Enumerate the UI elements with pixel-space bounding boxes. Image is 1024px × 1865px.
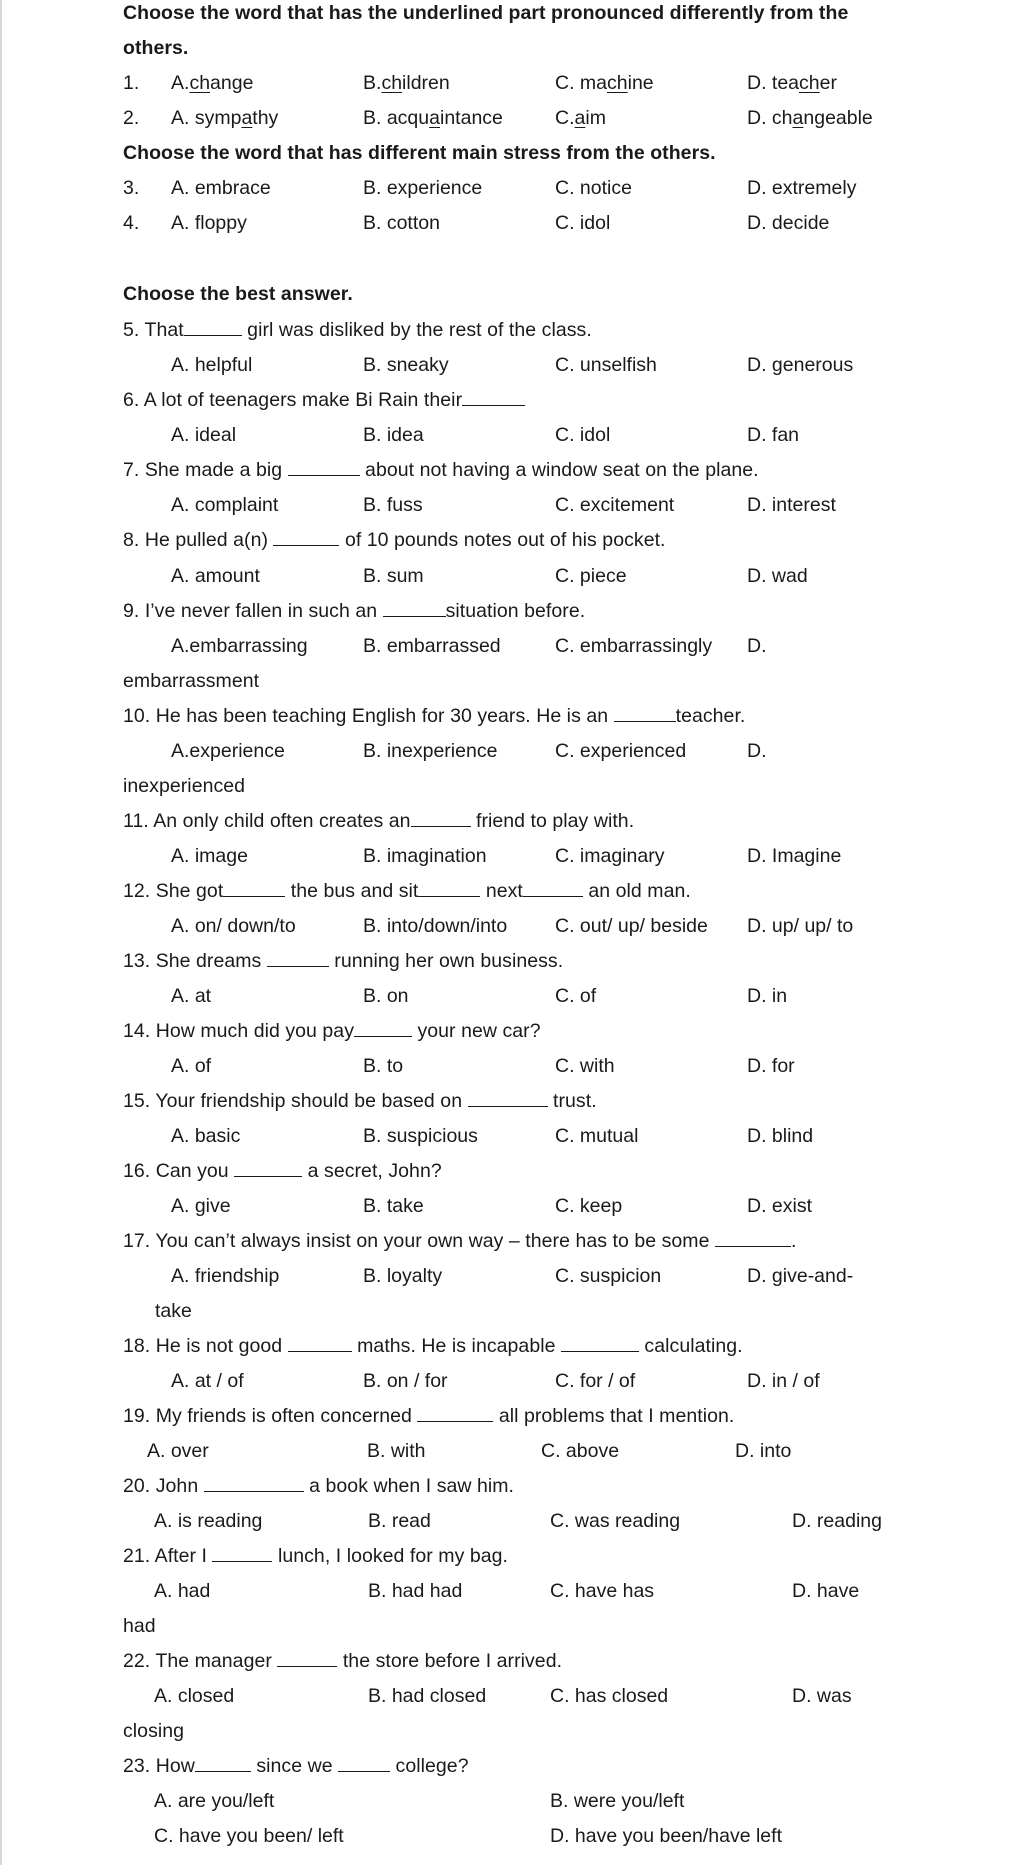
question-5-stem: 5. That girl was disliked by the rest of the class.	[123, 319, 592, 341]
q22-option-c[interactable]: C. has closed	[550, 1685, 669, 1707]
option-b[interactable]: B. experience	[363, 177, 483, 199]
q18-option-c[interactable]: C. for / of	[555, 1370, 636, 1392]
q19-option-b[interactable]: B. with	[367, 1440, 426, 1462]
option-a[interactable]: A. embrace	[171, 177, 271, 199]
question-23-stem: 23. How since we college?	[123, 1755, 469, 1777]
option-c[interactable]: C. notice	[555, 177, 632, 199]
q10-option-a[interactable]: A.experience	[171, 740, 285, 762]
q6-option-b[interactable]: B. idea	[363, 424, 424, 446]
q22-option-d[interactable]: D. was	[792, 1685, 852, 1707]
section-heading-pronunciation-cont: others.	[123, 37, 189, 59]
q21-option-b[interactable]: B. had had	[368, 1580, 463, 1602]
q13-option-b[interactable]: B. on	[363, 985, 409, 1007]
section-heading-pronunciation: Choose the word that has the underlined part pronounced differently from the	[123, 2, 849, 24]
q20-option-c[interactable]: C. was reading	[550, 1510, 681, 1532]
q14-option-a[interactable]: A. of	[171, 1055, 212, 1077]
q19-option-c[interactable]: C. above	[541, 1440, 620, 1462]
question-number: 4.	[123, 212, 140, 234]
question-13-stem: 13. She dreams running her own business.	[123, 950, 564, 972]
page-edge	[0, 0, 2, 1865]
q16-option-d[interactable]: D. exist	[747, 1195, 813, 1217]
q18-option-a[interactable]: A. at / of	[171, 1370, 244, 1392]
question-22-stem: 22. The manager the store before I arrived.	[123, 1650, 563, 1672]
q8-option-c[interactable]: C. piece	[555, 565, 627, 587]
q7-option-c[interactable]: C. excitement	[555, 494, 675, 516]
question-15-stem: 15. Your friendship should be based on trust.	[123, 1090, 597, 1112]
q9-option-d[interactable]: D.	[747, 635, 767, 657]
question-20-stem: 20. John a book when I saw him.	[123, 1475, 515, 1497]
q7-option-d[interactable]: D. interest	[747, 494, 836, 516]
option-a[interactable]: A.change	[171, 72, 254, 94]
q10-option-d[interactable]: D.	[747, 740, 767, 762]
question-12-stem: 12. She got the bus and sit next an old man.	[123, 880, 691, 902]
question-21-stem: 21. After I lunch, I looked for my bag.	[123, 1545, 509, 1567]
q5-option-d[interactable]: D. generous	[747, 354, 854, 376]
question-6-stem: 6. A lot of teenagers make Bi Rain their	[123, 388, 525, 412]
q12-option-b[interactable]: B. into/down/into	[363, 915, 508, 937]
q12-option-a[interactable]: A. on/ down/to	[171, 915, 296, 937]
q23-option-d[interactable]: D. have you been/have left	[550, 1825, 782, 1847]
question-number: 1.	[123, 72, 140, 94]
q5-option-a[interactable]: A. helpful	[171, 354, 253, 376]
option-d[interactable]: D. decide	[747, 212, 830, 234]
q20-option-d[interactable]: D. reading	[792, 1510, 882, 1532]
q11-option-c[interactable]: C. imaginary	[555, 845, 665, 867]
q21-option-a[interactable]: A. had	[154, 1580, 211, 1602]
question-7-stem: 7. She made a big about not having a window seat on the plane.	[123, 459, 759, 481]
q17-option-c[interactable]: C. suspicion	[555, 1265, 662, 1287]
question-17-stem: 17. You can’t always insist on your own way – there has to be some .	[123, 1230, 797, 1252]
question-19-stem: 19. My friends is often concerned all problems that I mention.	[123, 1405, 735, 1427]
q5-option-b[interactable]: B. sneaky	[363, 354, 449, 376]
q15-option-d[interactable]: D. blind	[747, 1125, 814, 1147]
q13-option-c[interactable]: C. of	[555, 985, 597, 1007]
q9-option-c[interactable]: C. embarrassingly	[555, 635, 713, 657]
q17-option-a[interactable]: A. friendship	[171, 1265, 280, 1287]
q8-option-b[interactable]: B. sum	[363, 565, 424, 587]
q23-option-b[interactable]: B. were you/left	[550, 1790, 685, 1812]
q14-option-d[interactable]: D. for	[747, 1055, 795, 1077]
option-d[interactable]: D. extremely	[747, 177, 857, 199]
question-number: 3.	[123, 177, 140, 199]
q7-option-b[interactable]: B. fuss	[363, 494, 423, 516]
q23-option-c[interactable]: C. have you been/ left	[154, 1825, 344, 1847]
option-b[interactable]: B.children	[363, 72, 450, 94]
q10-option-d-continued[interactable]: inexperienced	[123, 775, 246, 797]
q21-option-c[interactable]: C. have has	[550, 1580, 655, 1602]
question-18-stem: 18. He is not good maths. He is incapable calculating.	[123, 1335, 743, 1357]
q17-option-b[interactable]: B. loyalty	[363, 1265, 443, 1287]
q11-option-b[interactable]: B. imagination	[363, 845, 487, 867]
section-heading-stress: Choose the word that has different main stress from the others.	[123, 142, 716, 164]
question-8-stem: 8. He pulled a(n) of 10 pounds notes out of his pocket.	[123, 529, 666, 551]
q16-option-b[interactable]: B. take	[363, 1195, 424, 1217]
q10-option-b[interactable]: B. inexperience	[363, 740, 498, 762]
option-d[interactable]: D. teacher	[747, 72, 837, 94]
q15-option-c[interactable]: C. mutual	[555, 1125, 639, 1147]
q14-option-b[interactable]: B. to	[363, 1055, 404, 1077]
q20-option-a[interactable]: A. is reading	[154, 1510, 263, 1532]
q22-option-d-continued[interactable]: closing	[123, 1720, 185, 1742]
option-c[interactable]: C. machine	[555, 72, 654, 94]
q15-option-a[interactable]: A. basic	[171, 1125, 241, 1147]
q9-option-a[interactable]: A.embarrassing	[171, 635, 308, 657]
q20-option-b[interactable]: B. read	[368, 1510, 431, 1532]
q12-option-c[interactable]: C. out/ up/ beside	[555, 915, 708, 937]
option-b[interactable]: B. acquaintance	[363, 107, 503, 129]
q11-option-d[interactable]: D. Imagine	[747, 845, 842, 867]
q18-option-b[interactable]: B. on / for	[363, 1370, 448, 1392]
q19-option-d[interactable]: D. into	[735, 1440, 792, 1462]
option-c[interactable]: C. idol	[555, 212, 611, 234]
q6-option-d[interactable]: D. fan	[747, 424, 800, 446]
q14-option-c[interactable]: C. with	[555, 1055, 615, 1077]
q17-option-d-continued[interactable]: take	[155, 1300, 192, 1322]
option-a[interactable]: A. floppy	[171, 212, 247, 234]
question-9-stem: 9. I’ve never fallen in such an situation before.	[123, 600, 586, 622]
q11-option-a[interactable]: A. image	[171, 845, 248, 867]
q13-option-a[interactable]: A. at	[171, 985, 212, 1007]
q5-option-c[interactable]: C. unselfish	[555, 354, 657, 376]
q23-option-a[interactable]: A. are you/left	[154, 1790, 275, 1812]
option-c[interactable]: C.aim	[555, 107, 606, 129]
q21-option-d[interactable]: D. have	[792, 1580, 860, 1602]
q9-option-d-continued[interactable]: embarrassment	[123, 670, 260, 692]
question-number: 2.	[123, 107, 140, 129]
q19-option-a[interactable]: A. over	[147, 1440, 209, 1462]
q22-option-a[interactable]: A. closed	[154, 1685, 235, 1707]
q18-option-d[interactable]: D. in / of	[747, 1370, 820, 1392]
q8-option-d[interactable]: D. wad	[747, 565, 808, 587]
q13-option-d[interactable]: D. in	[747, 985, 788, 1007]
q6-option-a[interactable]: A. ideal	[171, 424, 237, 446]
q6-option-c[interactable]: C. idol	[555, 424, 611, 446]
question-10-stem: 10. He has been teaching English for 30 years. He is an teacher.	[123, 705, 746, 727]
option-d[interactable]: D. changeable	[747, 107, 873, 129]
question-11-stem: 11. An only child often creates an friend to play with.	[123, 810, 635, 832]
question-16-stem: 16. Can you a secret, John?	[123, 1160, 442, 1182]
section-heading-best-answer: Choose the best answer.	[123, 283, 353, 305]
q15-option-b[interactable]: B. suspicious	[363, 1125, 478, 1147]
q16-option-a[interactable]: A. give	[171, 1195, 231, 1217]
option-a[interactable]: A. sympathy	[171, 107, 279, 129]
option-b[interactable]: B. cotton	[363, 212, 440, 234]
q12-option-d[interactable]: D. up/ up/ to	[747, 915, 854, 937]
q10-option-c[interactable]: C. experienced	[555, 740, 687, 762]
q8-option-a[interactable]: A. amount	[171, 565, 260, 587]
q7-option-a[interactable]: A. complaint	[171, 494, 279, 516]
q22-option-b[interactable]: B. had closed	[368, 1685, 487, 1707]
q17-option-d[interactable]: D. give-and-	[747, 1265, 854, 1287]
q21-option-d-continued[interactable]: had	[123, 1615, 156, 1637]
question-14-stem: 14. How much did you pay your new car?	[123, 1020, 541, 1042]
q16-option-c[interactable]: C. keep	[555, 1195, 623, 1217]
q9-option-b[interactable]: B. embarrassed	[363, 635, 501, 657]
